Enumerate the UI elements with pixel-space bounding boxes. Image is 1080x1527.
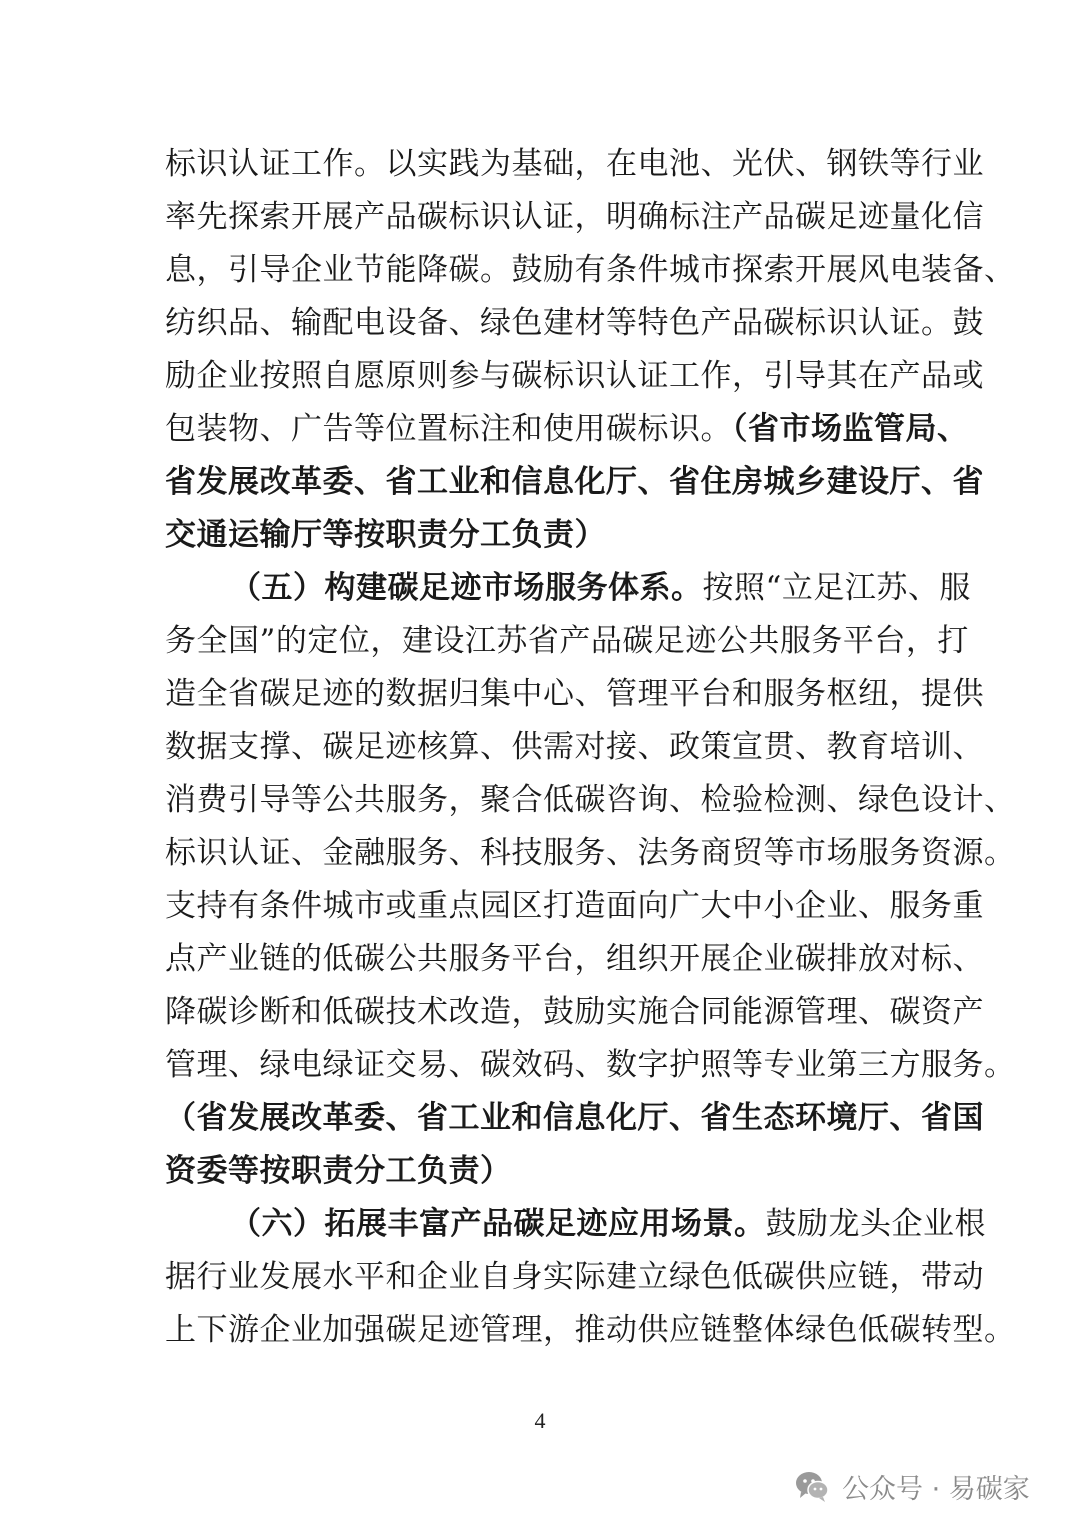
- text-segment: 上下游企业加强碳足迹管理，推动供应链整体绿色低碳转型。: [165, 1312, 1016, 1348]
- text-line: [165, 1251, 984, 1304]
- wechat-icon: [792, 1466, 832, 1506]
- bold-text-segment: 资委等按职责分工负责）: [165, 1153, 512, 1189]
- text-line: [165, 721, 984, 774]
- text-segment: 降碳诊断和低碳技术改造，鼓励实施合同能源管理、碳资产: [165, 994, 984, 1030]
- text-segment: 数据支撑、碳足迹核算、供需对接、政策宣贯、教育培训、: [165, 729, 984, 765]
- page-number: 4: [534, 1408, 546, 1433]
- text-line: [165, 403, 969, 456]
- text-line: [165, 668, 984, 721]
- text-segment: 励企业按照自愿原则参与碳标识认证工作，引导其在产品或: [165, 358, 984, 394]
- text-segment: 息，引导企业节能降碳。鼓励有条件城市探索开展风电装备、: [165, 252, 1016, 288]
- text-segment: 标识认证、金融服务、科技服务、法务商贸等市场服务资源。: [165, 835, 1016, 871]
- text-line: [165, 509, 925, 562]
- text-segment: 按照“立足江苏、服: [702, 570, 971, 606]
- text-segment: 鼓励龙头企业根: [765, 1206, 986, 1242]
- text-line: [165, 827, 1016, 880]
- text-segment: 造全省碳足迹的数据归集中心、管理平台和服务枢纽，提供: [165, 676, 984, 712]
- text-line: [165, 1304, 1016, 1357]
- text-segment: 点产业链的低碳公共服务平台，组织开展企业碳排放对标、: [165, 941, 984, 977]
- text-line: [165, 138, 984, 191]
- text-segment: 包装物、广告等位置标注和使用碳标识。: [165, 411, 732, 447]
- text-segment: 支持有条件城市或重点园区打造面向广大中小企业、服务重: [165, 888, 984, 924]
- text-segment: 务全国”的定位，建设江苏省产品碳足迹公共服务平台，打: [165, 623, 969, 659]
- text-line: [165, 297, 984, 350]
- text-line: [165, 774, 1016, 827]
- bold-text-segment: 交通运输厅等按职责分工负责）: [165, 517, 606, 553]
- bold-text-segment: 省发展改革委、省工业和信息化厅、省住房城乡建设厅、省: [165, 464, 984, 500]
- text-line: [165, 191, 984, 244]
- text-line: [165, 986, 984, 1039]
- text-line: [165, 244, 1016, 297]
- text-line: [165, 562, 971, 615]
- text-segment: 率先探索开展产品碳标识认证，明确标注产品碳足迹量化信: [165, 199, 984, 235]
- text-segment: 纺织品、输配电设备、绿色建材等特色产品碳标识认证。鼓: [165, 305, 984, 341]
- text-segment: 标识认证工作。以实践为基础，在电池、光伏、钢铁等行业: [165, 146, 984, 182]
- watermark: [792, 1466, 1030, 1506]
- text-segment: 消费引导等公共服务，聚合低碳咨询、检验检测、绿色设计、: [165, 782, 1016, 818]
- bold-text-segment: （省市场监管局、: [732, 411, 969, 447]
- text-line: [165, 350, 984, 403]
- watermark-text: 公众号 · 易碳家: [842, 1473, 1030, 1505]
- text-segment: 管理、绿电绿证交易、碳效码、数字护照等专业第三方服务。: [165, 1047, 1016, 1083]
- text-segment: 据行业发展水平和企业自身实际建立绿色低碳供应链，带动: [165, 1259, 984, 1295]
- bold-text-segment: （省发展改革委、省工业和信息化厅、省生态环境厅、省国: [165, 1100, 984, 1136]
- text-line: [165, 880, 984, 933]
- text-line: [165, 933, 984, 986]
- text-line: [165, 456, 984, 509]
- text-line: [165, 1198, 986, 1251]
- text-line: [165, 615, 969, 668]
- bold-text-segment: （六）拓展丰富产品碳足迹应用场景。: [230, 1206, 766, 1242]
- text-line: [165, 1145, 925, 1198]
- bold-text-segment: （五）构建碳足迹市场服务体系。: [230, 570, 703, 606]
- body-text: [165, 138, 1016, 1357]
- text-line: [165, 1092, 984, 1145]
- text-line: [165, 1039, 1016, 1092]
